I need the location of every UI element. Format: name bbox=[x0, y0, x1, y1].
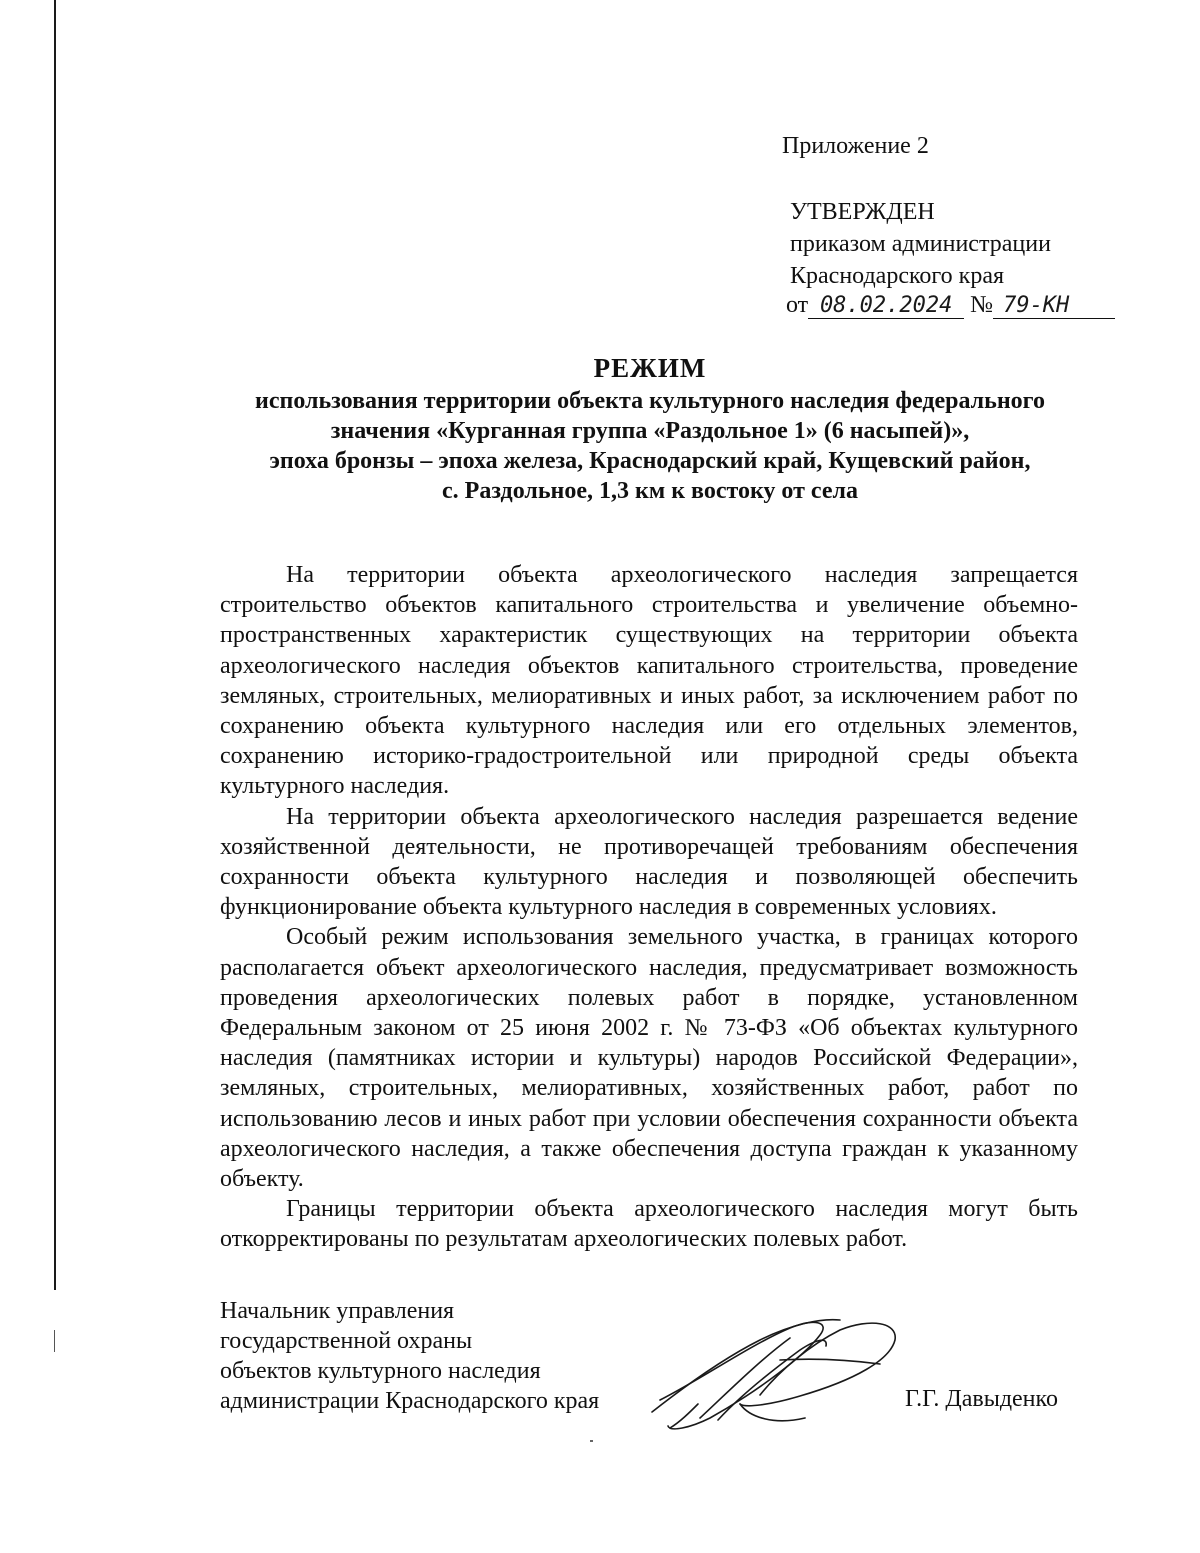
position-line-4: администрации Краснодарского края bbox=[220, 1388, 600, 1414]
handwritten-signature-icon bbox=[640, 1300, 910, 1440]
paragraph-permissions: На территории объекта археологического наследия разрешается ведение хозяйственной деятельности, не противоречащей требованиям обеспечения сохранности объекта культурного наследия и позволяющей обеспечить функционирование объекта культурного наследия в современных условиях. bbox=[220, 803, 1078, 921]
title-line-4: с. Раздольное, 1,3 км к востоку от села bbox=[442, 478, 858, 504]
signatory-position bbox=[220, 1296, 599, 1416]
approved-by-line: приказом администрации bbox=[790, 231, 1051, 257]
paragraph-special-regime: Особый режим использования земельного участка, в границах которого располагается объект археологического наследия, предусматривает возможность проведения археологических полевых работ в порядке, установленном Федеральным законом от 25 июня 2002 г. № 73-ФЗ «Об объектах культурного наследия (памятниках истории и культуры) народов Российской Федерации», земляных, строительных, мелиоративных, хозяйственных работ, работ по использованию лесов и иных работ при условии обеспечения сохранности объекта археологического наследия, а также обеспечения доступа граждан к указанному объекту. bbox=[220, 924, 1078, 1193]
approved-heading: УТВЕРЖДЕН bbox=[790, 199, 935, 225]
scan-edge-line bbox=[54, 0, 56, 1290]
scan-speck bbox=[590, 1440, 593, 1442]
approved-by-region: Краснодарского края bbox=[790, 263, 1005, 289]
paragraph-prohibitions: На территории объекта археологического наследия запрещается строительство объектов капитального строительства и увеличение объемно-пространственных характеристик существующих на территории объекта археологического наследия объектов капитального строительства, проведение земляных, строительных, мелиоративных и иных работ, за исключением работ по сохранению объекта культурного наследия или его отдельных элементов, сохранению историко-градостроительной или природной среды объекта культурного наследия. bbox=[220, 562, 1078, 800]
appendix-label: Приложение 2 bbox=[782, 133, 929, 159]
order-date: 08.02.2024 bbox=[808, 294, 964, 319]
position-line-3: объектов культурного наследия bbox=[220, 1358, 541, 1384]
paragraph-boundaries: Границы территории объекта археологического наследия могут быть откорректированы по результатам археологических полевых работ. bbox=[220, 1196, 1078, 1253]
order-reference bbox=[786, 292, 1115, 319]
order-number: 79-КН bbox=[993, 294, 1115, 319]
approval-block bbox=[790, 196, 1051, 292]
title-main: РЕЖИМ bbox=[593, 353, 707, 383]
scan-edge-mark bbox=[54, 1330, 55, 1352]
title-line-3: эпоха бронзы – эпоха железа, Краснодарский край, Кущевский район, bbox=[269, 448, 1031, 474]
document-body bbox=[220, 560, 1078, 1255]
number-label: № bbox=[970, 292, 994, 318]
document-title bbox=[150, 350, 1150, 506]
position-line-2: государственной охраны bbox=[220, 1328, 473, 1354]
title-line-2: значения «Курганная группа «Раздольное 1» (6 насыпей)», bbox=[330, 418, 970, 444]
from-label: от bbox=[786, 292, 809, 318]
position-line-1: Начальник управления bbox=[220, 1298, 455, 1324]
signer-name: Г.Г. Давыденко bbox=[905, 1386, 1058, 1412]
title-line-1: использования территории объекта культурного наследия федерального bbox=[255, 388, 1045, 414]
